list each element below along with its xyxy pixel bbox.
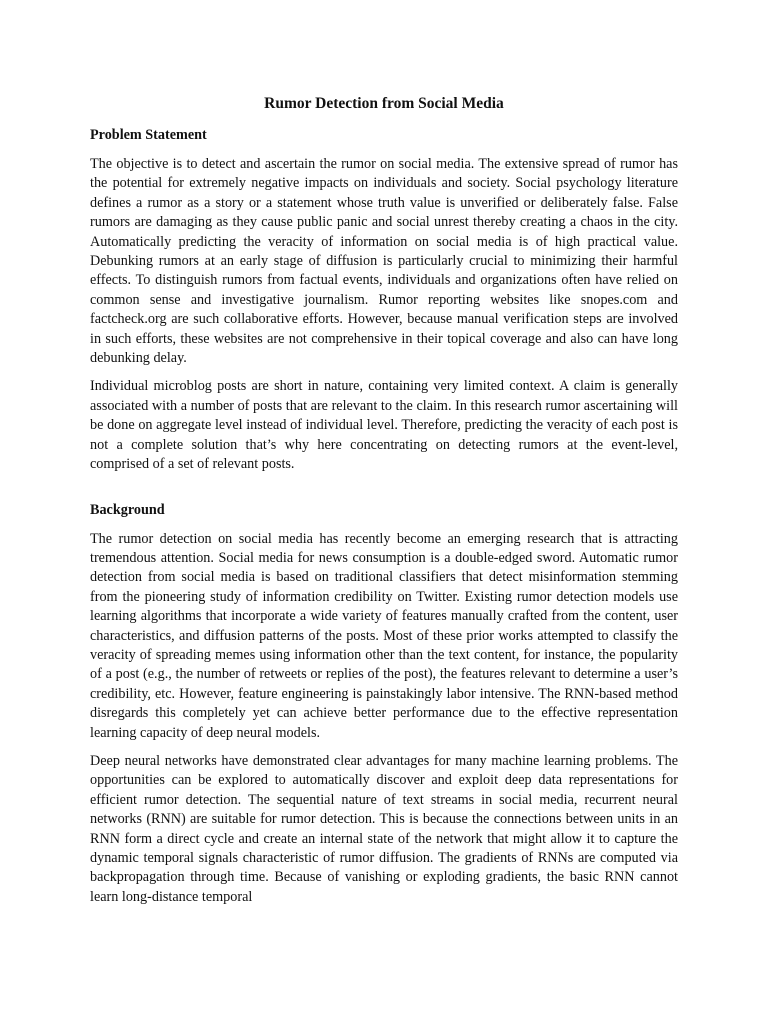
section-background — [90, 501, 678, 908]
document-page — [90, 94, 678, 916]
document-title: Rumor Detection from Social Media — [264, 95, 504, 112]
section-problem-statement — [90, 126, 678, 475]
section-heading: Background — [90, 501, 165, 518]
paragraph: Individual microblog posts are short in nature, containing very limited context. A claim is generally associated with a number of posts that are relevant to the claim. In this research rumor ascertaining will be done on aggregate level instead of individual level. Therefore, predicting the veracity of each post is not a complete solution that’s why here concentrating on detecting rumors at the event-level, comprised of a set of relevant posts. — [90, 378, 678, 473]
paragraph: The objective is to detect and ascertain the rumor on social media. The extensive spread of rumor has the potential for extremely negative impacts on individuals and society. Social psychology literature defines a rumor as a story or a statement whose truth value is unverified or deliberately false. False rumors are damaging as they cause public panic and social unrest thereby creating a chaos in the city. Automatically predicting the veracity of information on social media is of high practical value. Debunking rumors at an early stage of diffusion is particularly crucial to minimizing their harmful effects. To distinguish rumors from factual events, individuals and organizations often have relied on common sense and investigative journalism. Rumor reporting websites like snopes.com and factcheck.org are such collaborative efforts. However, because manual verification steps are involved in such efforts, these websites are not comprehensive in their topical coverage and also can have long debunking delay. — [90, 156, 678, 367]
paragraph: Deep neural networks have demonstrated clear advantages for many machine learning problems. The opportunities can be explored to automatically discover and exploit deep data representations for efficient rumor detection. The sequential nature of text streams in social media, recurrent neural networks (RNN) are suitable for rumor detection. This is because the connections between units in an RNN form a direct cycle and create an internal state of the network that might allow it to capture the dynamic temporal signals characteristic of rumor diffusion. The gradients of RNNs are computed via backpropagation through time. Because of vanishing or exploding gradients, the basic RNN cannot learn long-distance temporal — [90, 752, 678, 905]
paragraph: The rumor detection on social media has recently become an emerging research that is attracting tremendous attention. Social media for news consumption is a double-edged sword. Automatic rumor detection from social media is based on traditional classifiers that detect misinformation stemming from the pioneering study of information credibility on Twitter. Existing rumor detection models use learning algorithms that incorporate a wide variety of features manually crafted from the content, user characteristics, and diffusion patterns of the posts. Most of these prior works attempted to classify the veracity of spreading memes using information other than the text content, for instance, the popularity of a post (e.g., the number of retweets or replies of the post), the features relevant to determine a user’s credibility, etc. However, feature engineering is painstakingly labor intensive. The RNN-based method disregards this completely yet can achieve better performance due to the effective representation learning capacity of deep neural models. — [90, 530, 678, 741]
section-heading: Problem Statement — [90, 127, 207, 143]
section-spacer — [90, 484, 678, 501]
